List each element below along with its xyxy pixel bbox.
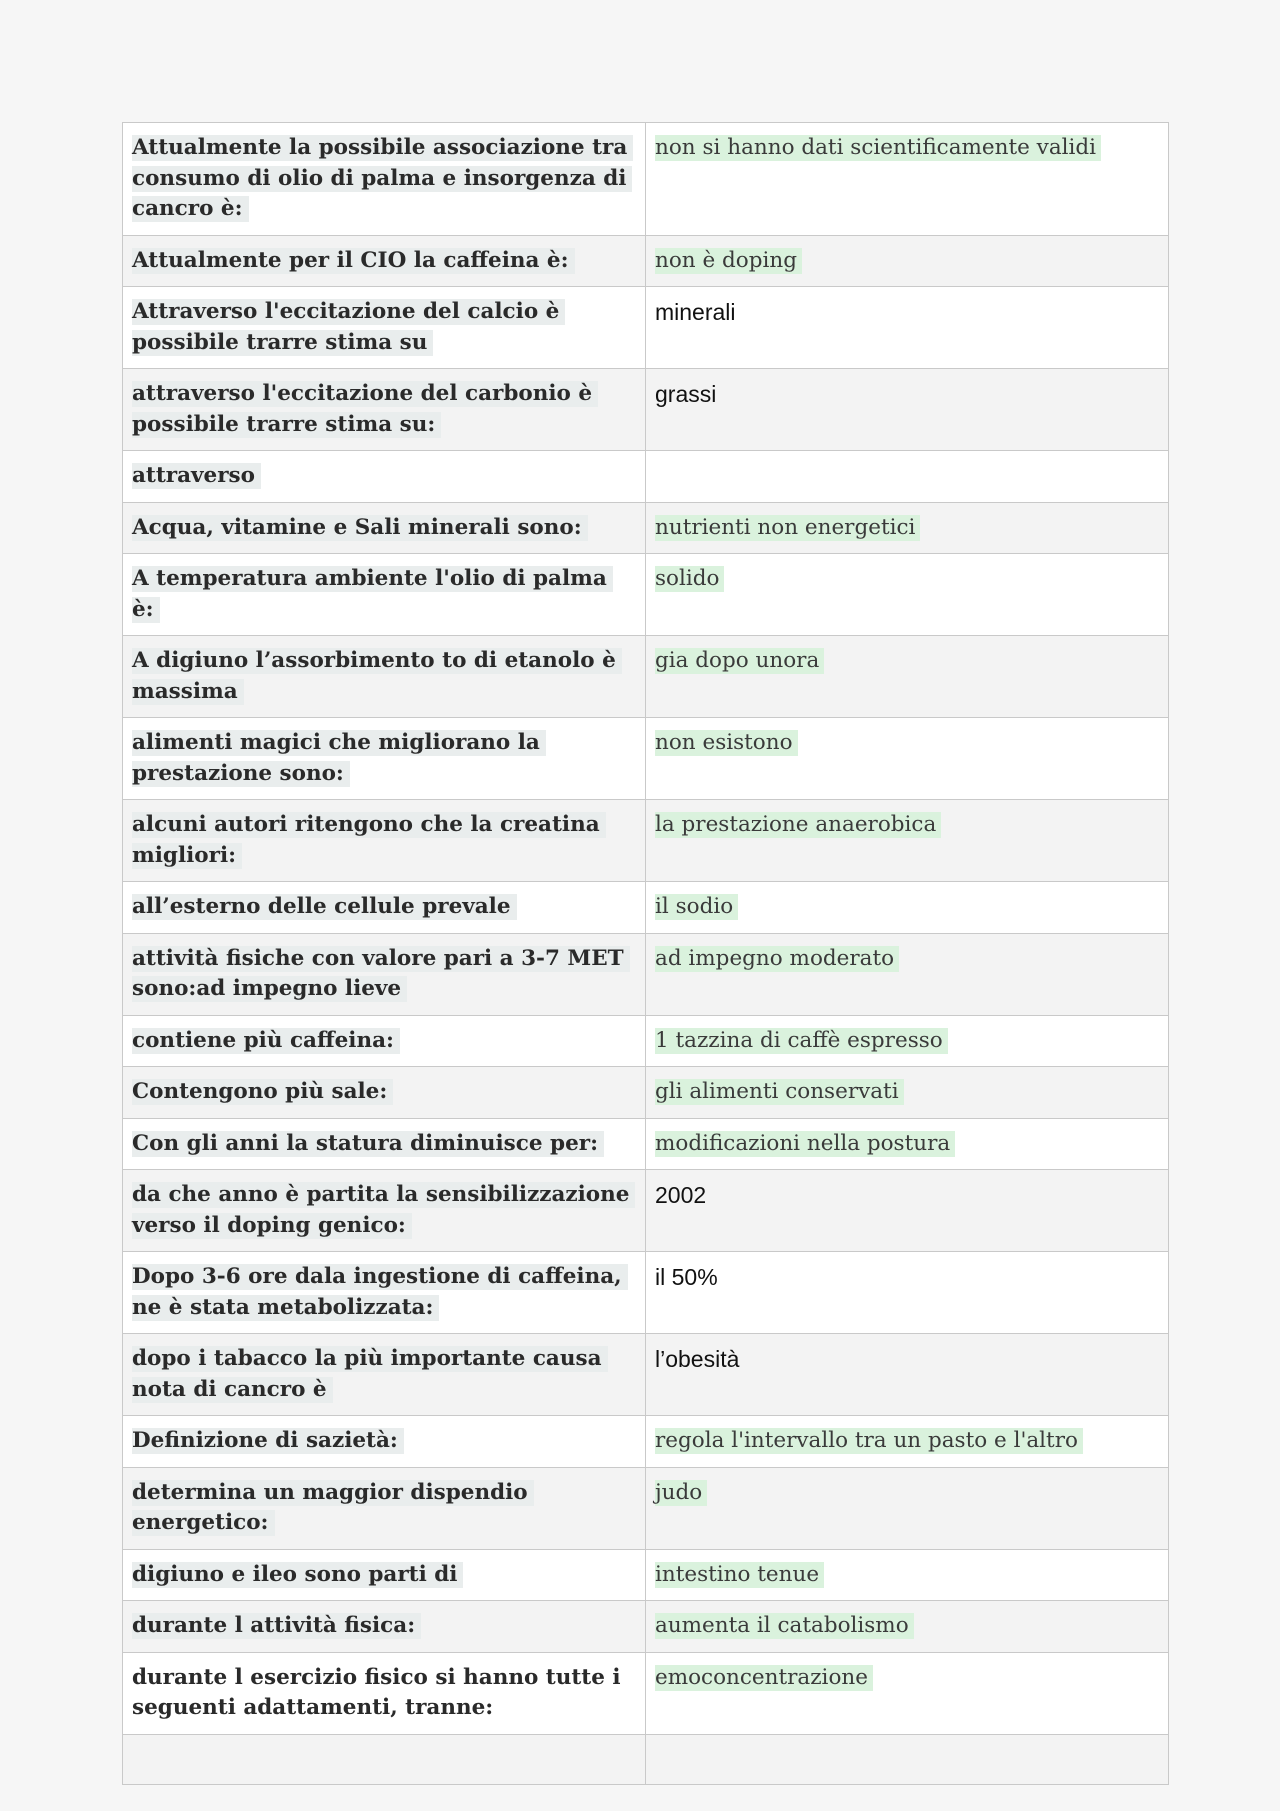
table-row — [123, 882, 1169, 934]
table-row — [123, 800, 1169, 882]
table-row — [123, 1601, 1169, 1653]
table-row — [123, 636, 1169, 718]
answer-text: gli alimenti conservati — [655, 1079, 904, 1105]
table-row — [123, 1170, 1169, 1252]
table-row — [123, 1334, 1169, 1416]
table-row — [123, 123, 1169, 236]
question-text: durante l attività fisica: — [132, 1613, 421, 1639]
table-row — [123, 235, 1169, 287]
question-text: durante l esercizio fisico si hanno tutte i seguenti adattamenti, tranne: — [132, 1664, 621, 1720]
answer-text: emoconcentrazione — [655, 1665, 873, 1691]
question-text: alimenti magici che migliorano la prestazione sono: — [132, 730, 546, 787]
question-text: digiuno e ileo sono parti di — [132, 1562, 463, 1588]
question-text: attraverso l'eccitazione del carbonio è possibile trarre stima su: — [132, 381, 598, 438]
table-row — [123, 1652, 1169, 1734]
answer-text: modificazioni nella postura — [655, 1131, 955, 1157]
question-text: A digiuno l’assorbimento to di etanolo è massima — [132, 648, 622, 705]
table-row — [123, 1549, 1169, 1601]
question-text: Attraverso l'eccitazione del calcio è possibile trarre stima su — [132, 299, 565, 356]
question-text: contiene più caffeina: — [132, 1028, 400, 1054]
answer-text: ad impegno moderato — [655, 946, 899, 972]
answer-text: la prestazione anaerobica — [655, 812, 941, 838]
question-text: dopo i tabacco la più importante causa nota di cancro è — [132, 1346, 608, 1403]
question-text: attraverso — [132, 463, 261, 489]
question-text: Attualmente la possibile associazione tra consumo di olio di palma e insorgenza di cancro è: — [132, 135, 633, 222]
answer-text: solido — [655, 566, 724, 592]
answer-text: il 50% — [655, 1264, 718, 1290]
question-text: Acqua, vitamine e Sali minerali sono: — [132, 515, 588, 541]
answer-text: regola l'intervallo tra un pasto e l'altro — [655, 1428, 1083, 1454]
table-row — [123, 933, 1169, 1015]
answer-text: il sodio — [655, 894, 738, 920]
table-row — [123, 554, 1169, 636]
answer-text: l’obesità — [655, 1346, 740, 1372]
table-row — [123, 1252, 1169, 1334]
question-text: Attualmente per il CIO la caffeina è: — [132, 248, 575, 274]
answer-text: grassi — [655, 381, 717, 407]
table-row — [123, 287, 1169, 369]
answer-text: 1 tazzina di caffè espresso — [655, 1028, 948, 1054]
table-row — [123, 1015, 1169, 1067]
answer-text: intestino tenue — [655, 1562, 824, 1588]
answer-text: aumenta il catabolismo — [655, 1613, 914, 1639]
question-text: Contengono più sale: — [132, 1079, 393, 1105]
answer-text: non è doping — [655, 248, 802, 274]
table-row — [123, 1067, 1169, 1119]
table-row — [123, 369, 1169, 451]
answer-text: minerali — [655, 299, 736, 325]
question-text: determina un maggior dispendio energetico: — [132, 1480, 534, 1537]
answer-text: gia dopo unora — [655, 648, 824, 674]
question-text: attività fisiche con valore pari a 3-7 MET sono:ad impegno lieve — [132, 946, 630, 1003]
table-row — [123, 718, 1169, 800]
table-row — [123, 1118, 1169, 1170]
table-row — [123, 451, 1169, 503]
table-row — [123, 1467, 1169, 1549]
table-row — [123, 1734, 1169, 1784]
answer-text: 2002 — [655, 1182, 707, 1208]
question-text: da che anno è partita la sensibilizzazione verso il doping genico: — [132, 1182, 635, 1239]
table-row — [123, 502, 1169, 554]
question-text: Definizione di sazietà: — [132, 1428, 404, 1454]
question-text: all’esterno delle cellule prevale — [132, 894, 517, 920]
table-row — [123, 1416, 1169, 1468]
question-text: A temperatura ambiente l'olio di palma è: — [132, 566, 613, 623]
answer-text: judo — [655, 1480, 707, 1506]
answer-text: non si hanno dati scientificamente validi — [655, 135, 1101, 161]
question-text: Con gli anni la statura diminuisce per: — [132, 1131, 604, 1157]
question-text: alcuni autori ritengono che la creatina migliori: — [132, 812, 606, 869]
answer-text: nutrienti non energetici — [655, 515, 920, 541]
answer-text: non esistono — [655, 730, 798, 756]
qa-table — [122, 122, 1169, 1785]
question-text: Dopo 3-6 ore dala ingestione di caffeina, ne è stata metabolizzata: — [132, 1264, 628, 1321]
